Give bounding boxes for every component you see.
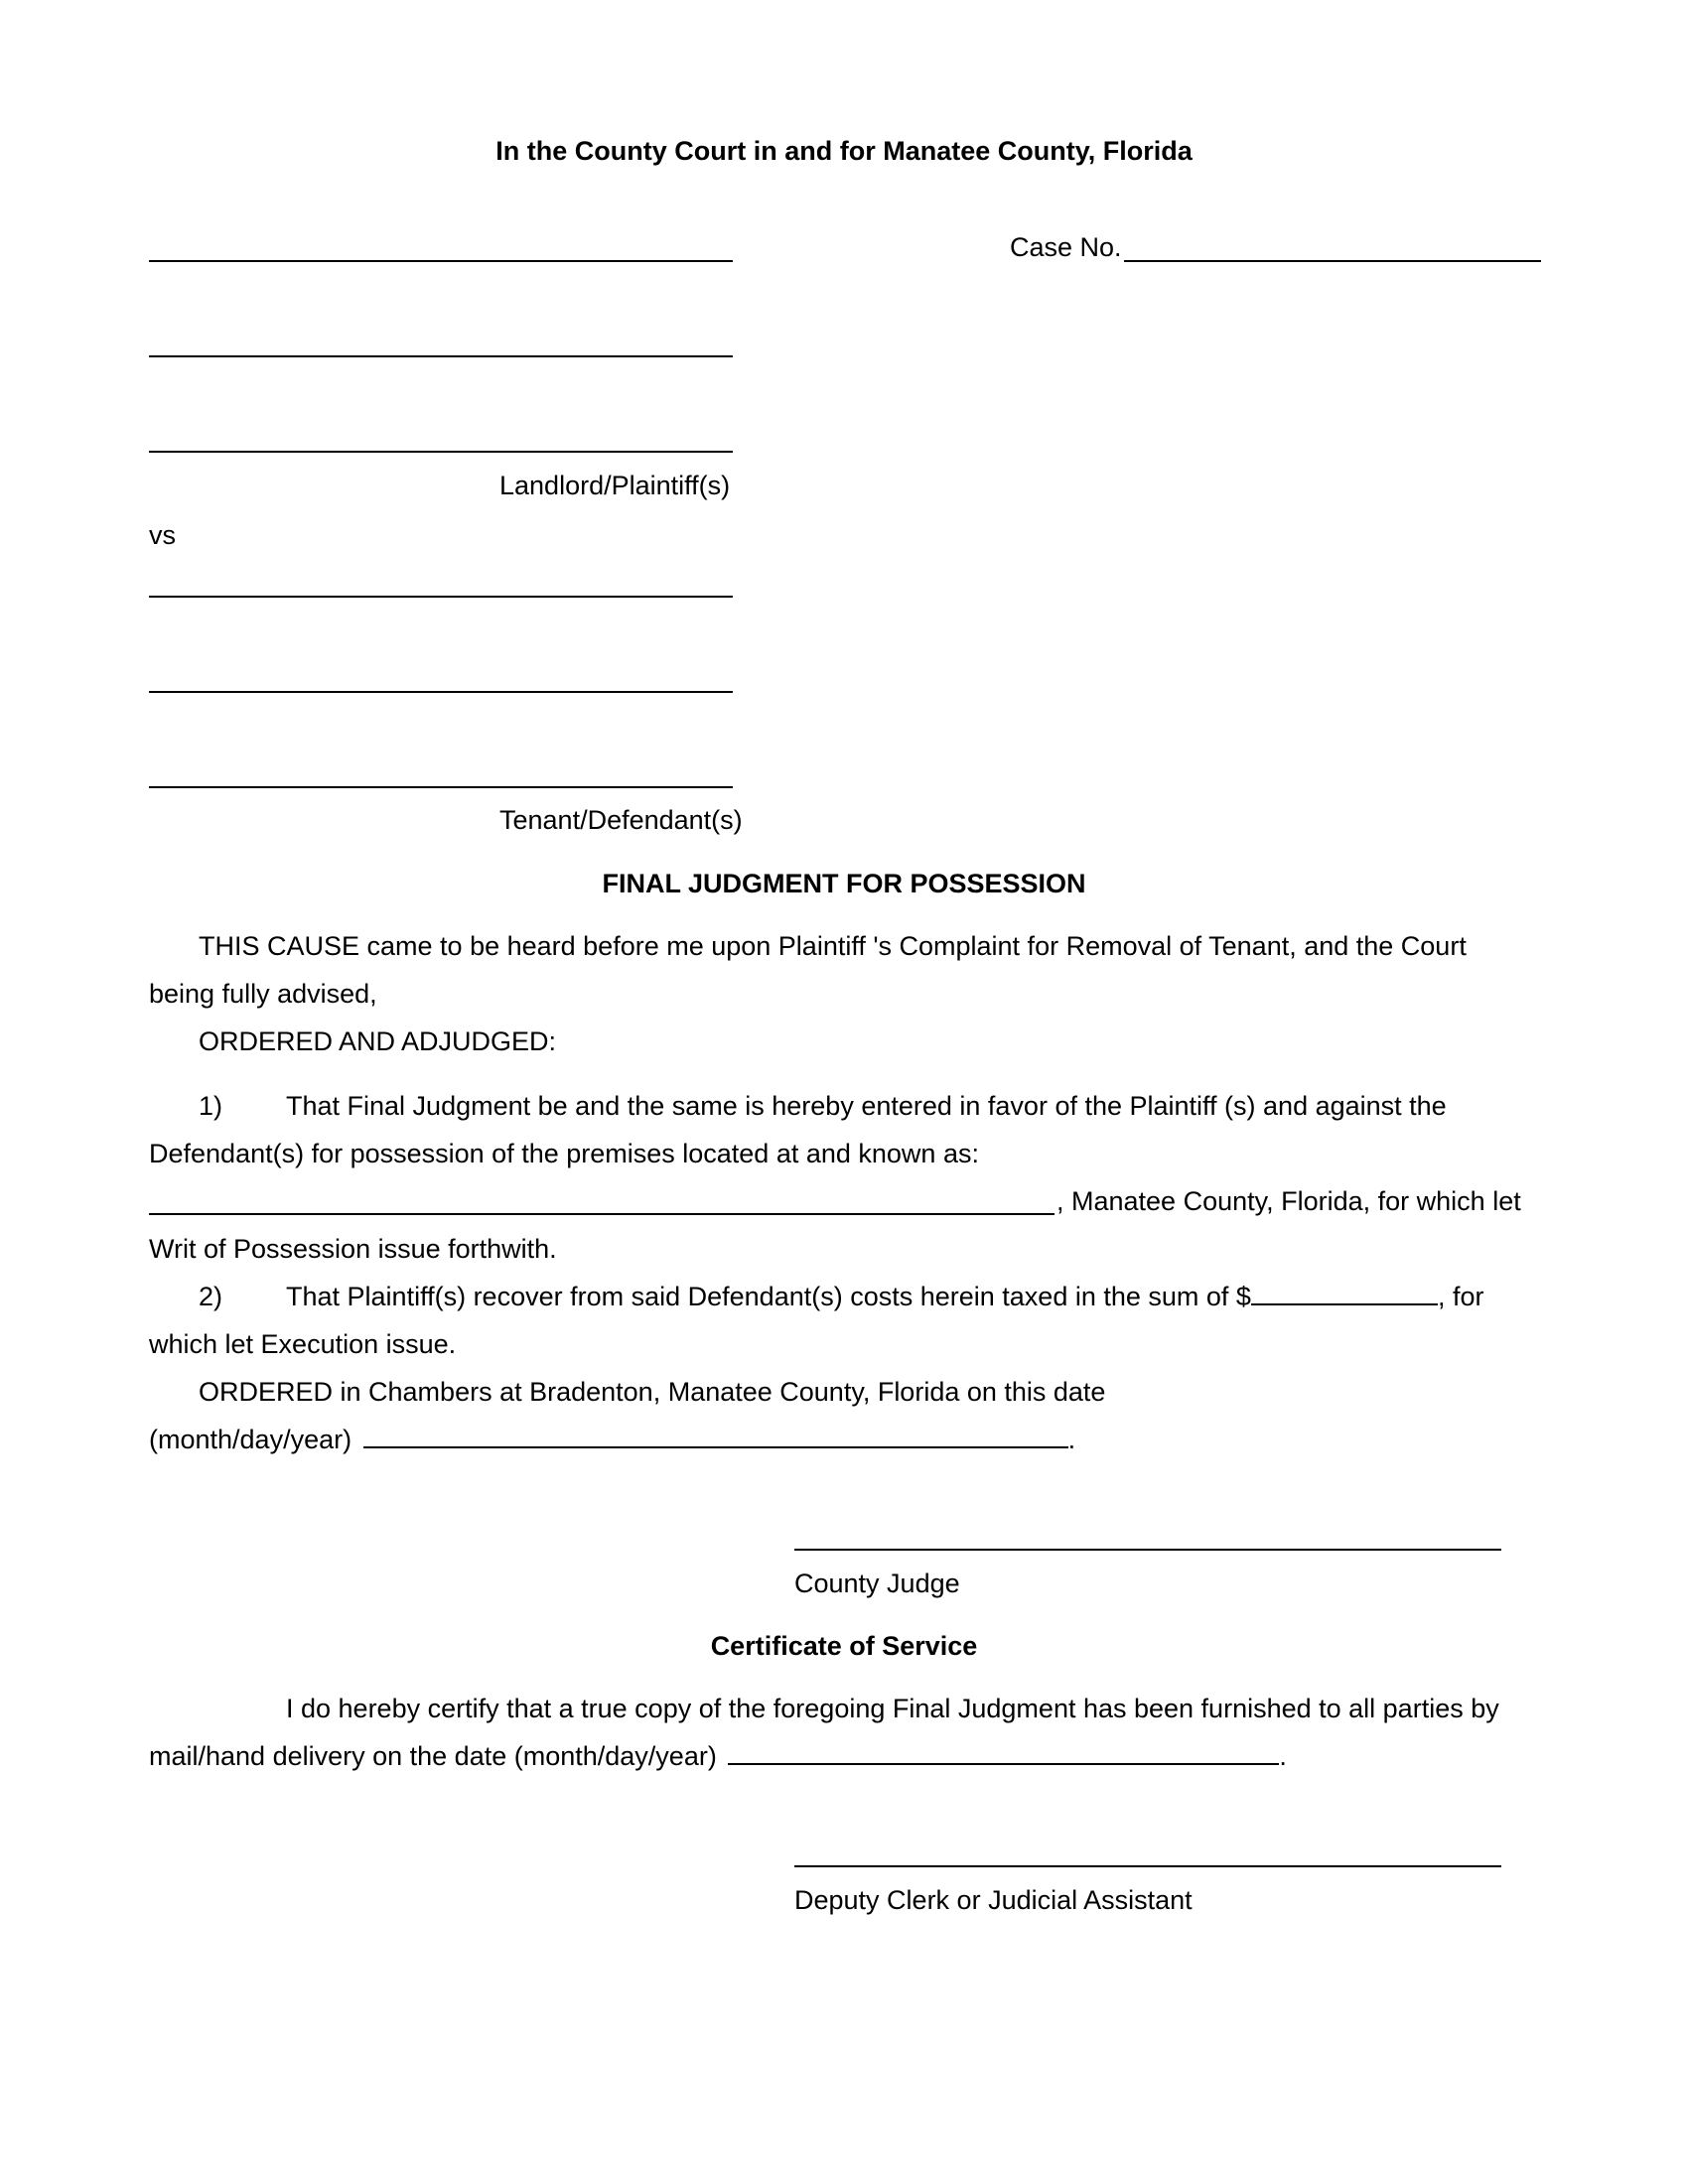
order-date-period: . (1067, 1425, 1076, 1454)
court-heading: In the County Court in and for Manatee County, Florida (495, 136, 1193, 166)
item-2-line-1 (286, 1284, 1483, 1310)
item-2-line-1-suffix: , for (1437, 1282, 1484, 1311)
case-no-label: Case No. (1010, 232, 1122, 262)
plaintiff-label: Landlord/Plaintiff(s) (499, 471, 731, 500)
certificate-period: . (1279, 1741, 1287, 1771)
judge-signature-line[interactable] (794, 1549, 1501, 1551)
plaintiff-name-line-2[interactable] (149, 355, 733, 357)
certificate-line-2-prefix: mail/hand delivery on the date (month/day/year) (149, 1741, 717, 1771)
item-1-line-2: Defendant(s) for possession of the premises located at and known as: (149, 1139, 979, 1168)
item-2-line-2: which let Execution issue. (149, 1329, 457, 1359)
item-1-line-1: That Final Judgment be and the same is hereby entered in favor of the Plaintiff (s) and against the (286, 1091, 1447, 1121)
costs-amount-line[interactable] (1251, 1302, 1438, 1305)
defendant-name-line-2[interactable] (149, 691, 733, 693)
certificate-title: Certificate of Service (710, 1631, 978, 1661)
item-2-number: 2) (199, 1282, 223, 1311)
order-date-label: (month/day/year) (149, 1425, 352, 1454)
service-date-line[interactable] (728, 1762, 1279, 1765)
judgment-title: FINAL JUDGMENT FOR POSSESSION (602, 869, 1086, 898)
defendant-label: Tenant/Defendant(s) (499, 805, 743, 835)
case-no-line[interactable] (1124, 260, 1541, 262)
clerk-signature-line[interactable] (794, 1865, 1501, 1867)
certificate-line-2 (149, 1743, 1287, 1770)
intro-line-2: being fully advised, (149, 979, 377, 1009)
premises-address-line[interactable] (149, 1213, 1055, 1215)
item-1-line-4: Writ of Possession issue forthwith. (149, 1234, 557, 1264)
ordered-chambers: ORDERED in Chambers at Bradenton, Manatee County, Florida on this date (199, 1377, 1106, 1407)
intro-line-1: THIS CAUSE came to be heard before me upon Plaintiff 's Complaint for Removal of Tenant, and the Court (199, 931, 1467, 961)
order-date-line[interactable] (363, 1445, 1068, 1448)
plaintiff-name-line-3[interactable] (149, 451, 733, 453)
plaintiff-name-line-1[interactable] (149, 260, 733, 262)
order-date-row (149, 1427, 1075, 1453)
defendant-name-line-1[interactable] (149, 596, 733, 598)
item-1-number: 1) (199, 1091, 223, 1121)
vs-label: vs (149, 520, 176, 550)
item-1-line-3-suffix: , Manatee County, Florida, for which let (1056, 1186, 1521, 1216)
defendant-name-line-3[interactable] (149, 786, 733, 788)
clerk-label: Deputy Clerk or Judicial Assistant (794, 1885, 1193, 1915)
certificate-line-1: I do hereby certify that a true copy of the foregoing Final Judgment has been furnished to all parties by (286, 1694, 1499, 1723)
item-2-line-1-prefix: That Plaintiff(s) recover from said Defendant(s) costs herein taxed in the sum of $ (286, 1282, 1251, 1311)
judge-label: County Judge (794, 1569, 960, 1598)
ordered-adjudged: ORDERED AND ADJUDGED: (199, 1026, 557, 1056)
